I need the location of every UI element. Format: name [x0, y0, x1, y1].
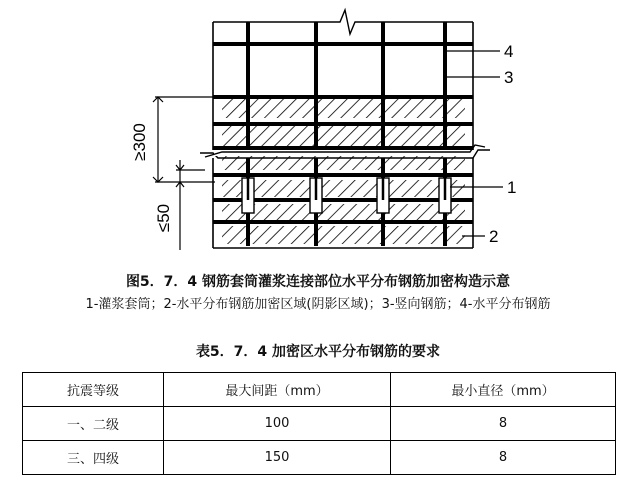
- cell-spacing: 100: [164, 407, 391, 441]
- callout-3: 3: [504, 68, 514, 87]
- header-max-spacing: 最大间距（mm）: [164, 373, 391, 407]
- cell-grade: 一、二级: [23, 407, 164, 441]
- table-header-row: [23, 373, 616, 407]
- callout-1: 1: [507, 178, 517, 197]
- callout-4: 4: [504, 42, 514, 61]
- top-break-line: [213, 10, 473, 34]
- table-row: [23, 407, 616, 441]
- figure-caption: 图5．7．4 钢筋套筒灌浆连接部位水平分布钢筋加密构造示意: [125, 274, 511, 290]
- header-min-diameter: 最小直径（mm）: [391, 373, 616, 407]
- dimension-bottom-label: ≤50: [154, 203, 173, 233]
- table-row: [23, 441, 616, 475]
- requirements-table: [22, 372, 616, 475]
- figure-legend: 1-灌浆套筒；2-水平分布钢筋加密区域(阴影区域)；3-竖向钢筋；4-水平分布钢筋: [85, 297, 551, 312]
- cell-diameter: 8: [391, 407, 616, 441]
- dimension-top-label: ≥300: [130, 123, 149, 161]
- cell-spacing: 150: [164, 441, 391, 475]
- cell-grade: 三、四级: [23, 441, 164, 475]
- table-title: 表5．7．4 加密区水平分布钢筋的要求: [195, 344, 441, 360]
- callout-2: 2: [489, 227, 499, 246]
- header-seismic-grade: 抗震等级: [23, 373, 164, 407]
- cell-diameter: 8: [391, 441, 616, 475]
